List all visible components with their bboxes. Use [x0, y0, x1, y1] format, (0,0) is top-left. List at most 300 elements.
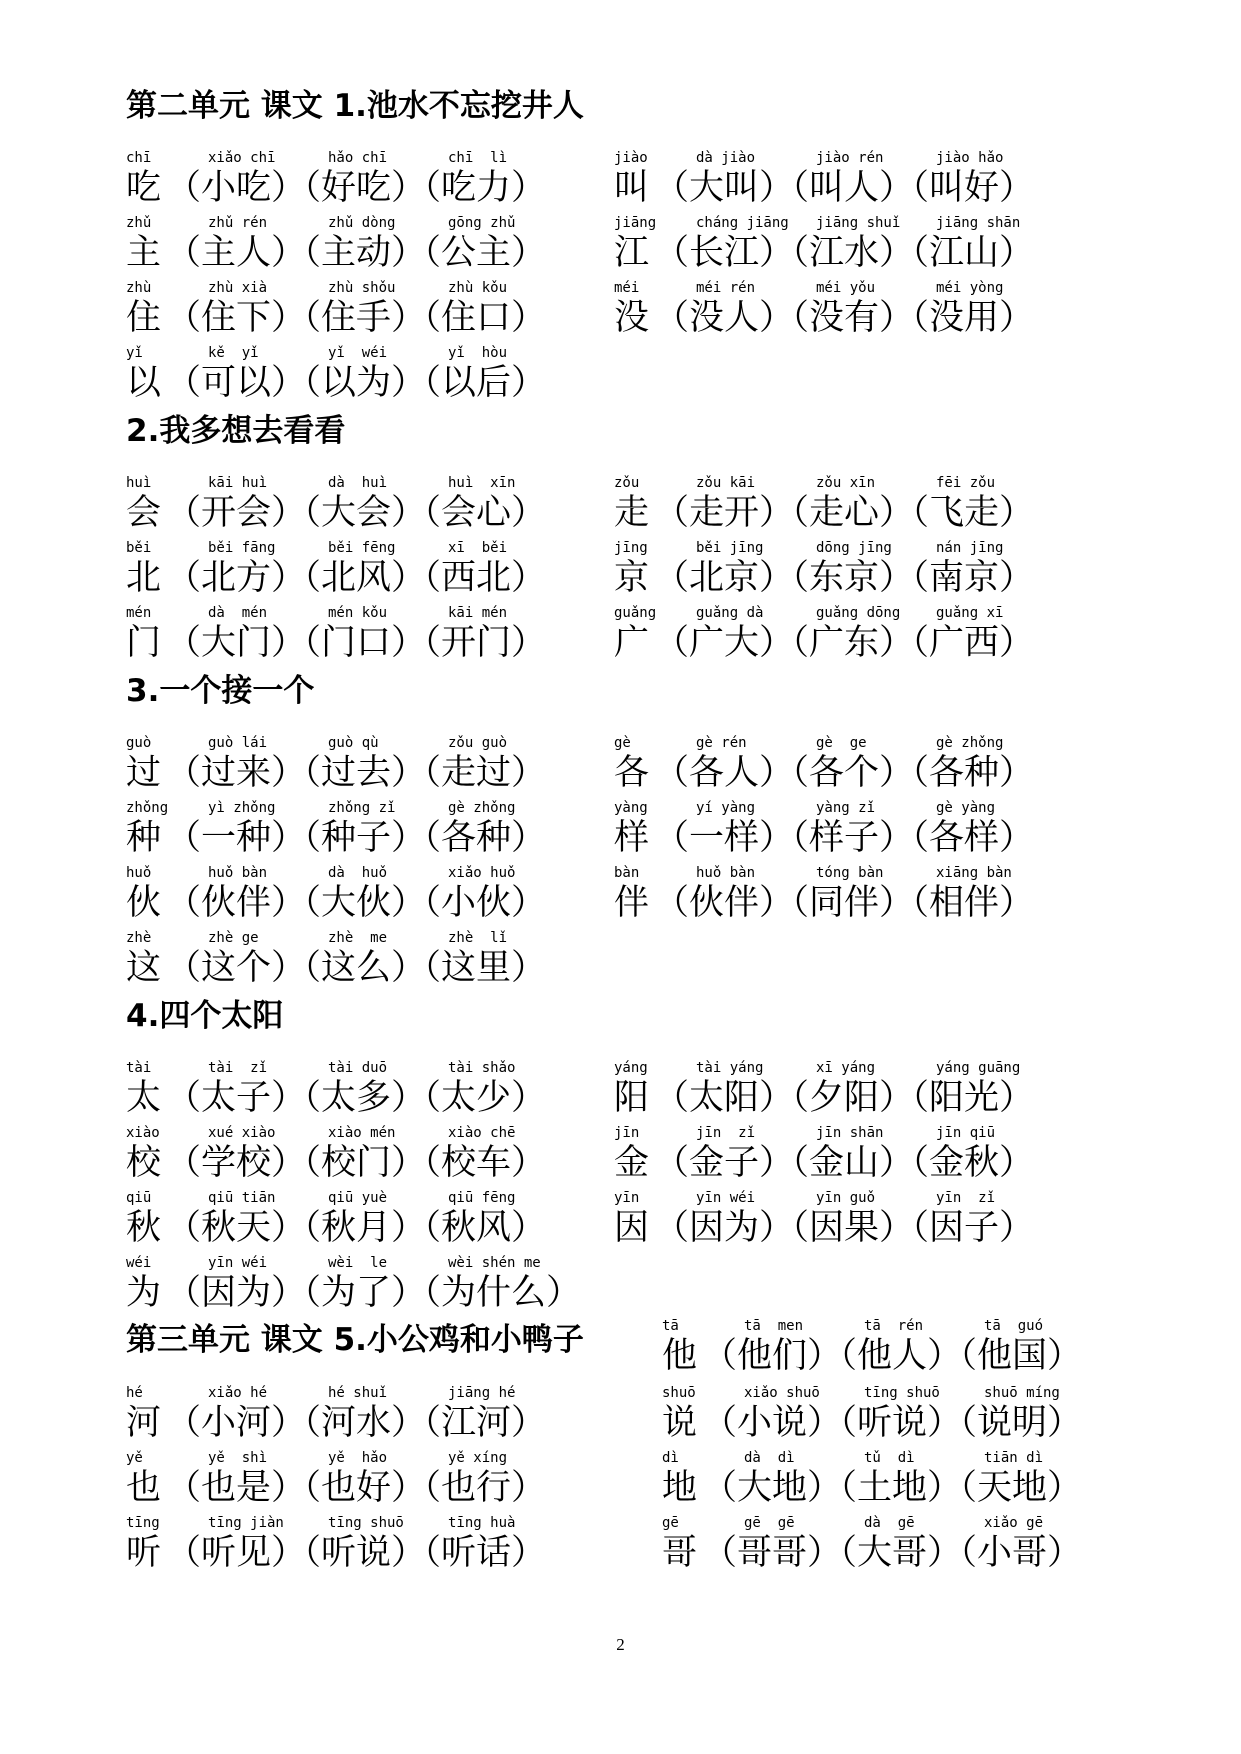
hanzi: （秋月）: [286, 1208, 427, 1248]
hanzi: （各种）: [406, 818, 547, 858]
pinyin: xué xiào: [208, 1125, 276, 1141]
hanzi: （伙伴）: [166, 883, 307, 923]
pinyin: tā rén: [864, 1318, 924, 1334]
pinyin: dà huǒ: [328, 865, 388, 881]
hanzi: 他: [662, 1336, 698, 1376]
vocab-row: [614, 735, 1114, 803]
vocab-row: [614, 150, 1114, 218]
vocab-row: [126, 475, 626, 543]
pinyin: tā guó: [984, 1318, 1044, 1334]
hanzi: （叫人）: [774, 168, 915, 208]
pinyin: tīng huà: [448, 1515, 516, 1531]
hanzi: （各个）: [774, 753, 915, 793]
hanzi: 吃: [126, 168, 162, 208]
hanzi: （秋风）: [406, 1208, 547, 1248]
hanzi: （小吃）: [166, 168, 307, 208]
hanzi: （大地）: [702, 1468, 843, 1508]
pinyin: xī yáng: [816, 1060, 876, 1076]
pinyin: xiāng bàn: [936, 865, 1012, 881]
pinyin: cháng jiāng: [696, 215, 789, 231]
hanzi: （伙伴）: [654, 883, 795, 923]
hanzi: （一种）: [166, 818, 307, 858]
vocab-row: [614, 605, 1114, 673]
pinyin: dà gē: [864, 1515, 915, 1531]
vocab-row: [126, 1385, 626, 1453]
hanzi: （听说）: [822, 1403, 963, 1443]
vocab-row: [614, 540, 1114, 608]
pinyin: dà dì: [744, 1450, 795, 1466]
pinyin: tīng shuō: [328, 1515, 404, 1531]
pinyin: jiāng: [614, 215, 657, 231]
hanzi: （大叫）: [654, 168, 795, 208]
pinyin: tā men: [744, 1318, 804, 1334]
pinyin: shuō: [662, 1385, 696, 1401]
pinyin: kāi mén: [448, 605, 508, 621]
hanzi: （种子）: [286, 818, 427, 858]
hanzi: （他人）: [822, 1336, 963, 1376]
pinyin: zhè lǐ: [448, 930, 508, 946]
pinyin: guò lái: [208, 735, 268, 751]
hanzi: 门: [126, 623, 162, 663]
pinyin: tǔ dì: [864, 1450, 915, 1466]
pinyin: xī běi: [448, 540, 508, 556]
vocab-row: [126, 1255, 626, 1323]
pinyin: xiǎo huǒ: [448, 865, 516, 881]
hanzi: （大门）: [166, 623, 307, 663]
hanzi: （以为）: [286, 363, 427, 403]
pinyin: gē: [662, 1515, 679, 1531]
pinyin: zhù xià: [208, 280, 268, 296]
hanzi: （南京）: [894, 558, 1035, 598]
hanzi: （为了）: [286, 1273, 427, 1313]
hanzi: （没人）: [654, 298, 795, 338]
hanzi: （住手）: [286, 298, 427, 338]
pinyin: wèi shén me: [448, 1255, 541, 1271]
vocab-row: [126, 1125, 626, 1193]
hanzi: （说明）: [942, 1403, 1083, 1443]
hanzi: （长江）: [654, 233, 795, 273]
hanzi: （北京）: [654, 558, 795, 598]
hanzi: （为什么）: [406, 1273, 582, 1313]
vocab-row: [662, 1450, 1162, 1518]
hanzi: 太: [126, 1078, 162, 1118]
pinyin: běi jīng: [696, 540, 764, 556]
hanzi: 广: [614, 623, 650, 663]
hanzi: （听见）: [166, 1533, 307, 1573]
vocab-row: [614, 1190, 1114, 1258]
vocab-row: [662, 1318, 1162, 1386]
pinyin: gè zhǒng: [448, 800, 516, 816]
hanzi: 走: [614, 493, 650, 533]
hanzi: 说: [662, 1403, 698, 1443]
hanzi: 北: [126, 558, 162, 598]
hanzi: （没有）: [774, 298, 915, 338]
hanzi: 听: [126, 1533, 162, 1573]
hanzi: （因为）: [166, 1273, 307, 1313]
pinyin: jīn: [614, 1125, 640, 1141]
hanzi: 伙: [126, 883, 162, 923]
pinyin: yīn guǒ: [816, 1190, 876, 1206]
hanzi: 也: [126, 1468, 162, 1508]
hanzi: （各人）: [654, 753, 795, 793]
pinyin: dōng jīng: [816, 540, 892, 556]
pinyin: běi fēng: [328, 540, 396, 556]
pinyin: zhù kǒu: [448, 280, 508, 296]
hanzi: 住: [126, 298, 162, 338]
hanzi: （江河）: [406, 1403, 547, 1443]
vocab-row: [126, 280, 626, 348]
hanzi: 京: [614, 558, 650, 598]
hanzi: （开门）: [406, 623, 547, 663]
pinyin: chī: [126, 150, 152, 166]
hanzi: （相伴）: [894, 883, 1035, 923]
pinyin: qiū: [126, 1190, 152, 1206]
pinyin: yě: [126, 1450, 143, 1466]
pinyin: qiū fēng: [448, 1190, 516, 1206]
pinyin: jīn shān: [816, 1125, 884, 1141]
vocab-row: [614, 1060, 1114, 1128]
pinyin: nán jīng: [936, 540, 1004, 556]
hanzi: （北风）: [286, 558, 427, 598]
hanzi: （大伙）: [286, 883, 427, 923]
pinyin: jiāng shān: [936, 215, 1021, 231]
hanzi: （河水）: [286, 1403, 427, 1443]
hanzi: （同伴）: [774, 883, 915, 923]
hanzi: （校车）: [406, 1143, 547, 1183]
vocab-row: [614, 1125, 1114, 1193]
hanzi: （过去）: [286, 753, 427, 793]
hanzi: 秋: [126, 1208, 162, 1248]
hanzi: （可以）: [166, 363, 307, 403]
pinyin: guǎng xī: [936, 605, 1004, 621]
hanzi: 江: [614, 233, 650, 273]
pinyin: mén: [126, 605, 152, 621]
hanzi: 校: [126, 1143, 162, 1183]
hanzi: （学校）: [166, 1143, 307, 1183]
pinyin: yǐ hòu: [448, 345, 508, 361]
pinyin: gē gē: [744, 1515, 795, 1531]
hanzi: （北方）: [166, 558, 307, 598]
vocab-row: [126, 540, 626, 608]
vocab-row: [126, 150, 626, 218]
hanzi: （好吃）: [286, 168, 427, 208]
hanzi: 河: [126, 1403, 162, 1443]
pinyin: jiào hǎo: [936, 150, 1004, 166]
pinyin: yīn zǐ: [936, 1190, 996, 1206]
hanzi: （小哥）: [942, 1533, 1083, 1573]
section-title: 2.我多想去看看: [126, 413, 346, 449]
vocab-row: [126, 1450, 626, 1518]
pinyin: hé: [126, 1385, 143, 1401]
pinyin: zhǔ dòng: [328, 215, 396, 231]
pinyin: dà huì: [328, 475, 388, 491]
hanzi: （西北）: [406, 558, 547, 598]
hanzi: 因: [614, 1208, 650, 1248]
pinyin: tā: [662, 1318, 679, 1334]
pinyin: yàng zǐ: [816, 800, 876, 816]
pinyin: fēi zǒu: [936, 475, 996, 491]
pinyin: zhù shǒu: [328, 280, 396, 296]
pinyin: yīn wéi: [208, 1255, 268, 1271]
hanzi: （走过）: [406, 753, 547, 793]
pinyin: yīn: [614, 1190, 640, 1206]
hanzi: （他国）: [942, 1336, 1083, 1376]
hanzi: （哥哥）: [702, 1533, 843, 1573]
section-title: 3.一个接一个: [126, 673, 315, 709]
pinyin: xiǎo shuō: [744, 1385, 820, 1401]
hanzi: （因果）: [774, 1208, 915, 1248]
pinyin: tài yáng: [696, 1060, 764, 1076]
pinyin: guò: [126, 735, 152, 751]
pinyin: yǐ wéi: [328, 345, 388, 361]
hanzi: （太多）: [286, 1078, 427, 1118]
section-title: 4.四个太阳: [126, 998, 284, 1034]
hanzi: （大哥）: [822, 1533, 963, 1573]
vocab-row: [614, 800, 1114, 868]
hanzi: （也是）: [166, 1468, 307, 1508]
hanzi: （太阳）: [654, 1078, 795, 1118]
pinyin: jīn zǐ: [696, 1125, 756, 1141]
pinyin: tiān dì: [984, 1450, 1044, 1466]
hanzi: （因子）: [894, 1208, 1035, 1248]
section-title: 第二单元 课文 1.池水不忘挖井人: [126, 88, 584, 124]
pinyin: hé shuǐ: [328, 1385, 388, 1401]
hanzi: （叫好）: [894, 168, 1035, 208]
pinyin: jiāng shuǐ: [816, 215, 901, 231]
pinyin: hǎo chī: [328, 150, 388, 166]
pinyin: yě xíng: [448, 1450, 508, 1466]
hanzi: （以后）: [406, 363, 547, 403]
pinyin: zǒu: [614, 475, 640, 491]
pinyin: qiū tiān: [208, 1190, 276, 1206]
hanzi: （门口）: [286, 623, 427, 663]
hanzi: （金山）: [774, 1143, 915, 1183]
pinyin: zhǔ rén: [208, 215, 268, 231]
hanzi: （没用）: [894, 298, 1035, 338]
vocab-row: [126, 735, 626, 803]
hanzi: （主动）: [286, 233, 427, 273]
pinyin: guǎng dōng: [816, 605, 901, 621]
pinyin: dà mén: [208, 605, 268, 621]
pinyin: xiào mén: [328, 1125, 396, 1141]
pinyin: gè ge: [816, 735, 867, 751]
pinyin: méi rén: [696, 280, 756, 296]
vocab-row: [126, 865, 626, 933]
hanzi: （夕阳）: [774, 1078, 915, 1118]
hanzi: （这个）: [166, 948, 307, 988]
pinyin: tài: [126, 1060, 152, 1076]
hanzi: （金秋）: [894, 1143, 1035, 1183]
pinyin: bàn: [614, 865, 640, 881]
hanzi: （各样）: [894, 818, 1035, 858]
hanzi: （东京）: [774, 558, 915, 598]
vocab-row: [126, 800, 626, 868]
pinyin: guǎng: [614, 605, 657, 621]
pinyin: xiào chē: [448, 1125, 516, 1141]
hanzi: 金: [614, 1143, 650, 1183]
pinyin: jiào: [614, 150, 648, 166]
vocab-row: [126, 930, 626, 998]
page-number: 2: [616, 1635, 625, 1654]
hanzi: （广大）: [654, 623, 795, 663]
pinyin: xiǎo chī: [208, 150, 276, 166]
pinyin: gōng zhǔ: [448, 215, 516, 231]
pinyin: tóng bàn: [816, 865, 884, 881]
pinyin: zhù: [126, 280, 152, 296]
hanzi: 这: [126, 948, 162, 988]
pinyin: wèi le: [328, 1255, 388, 1271]
section-title: 第三单元 课文 5.小公鸡和小鸭子: [126, 1322, 584, 1358]
hanzi: 会: [126, 493, 162, 533]
pinyin: zhè: [126, 930, 152, 946]
pinyin: zhǔ: [126, 215, 152, 231]
hanzi: 阳: [614, 1078, 650, 1118]
pinyin: guǎng dà: [696, 605, 764, 621]
hanzi: 主: [126, 233, 162, 273]
vocab-row: [126, 215, 626, 283]
hanzi: （会心）: [406, 493, 547, 533]
hanzi: （秋天）: [166, 1208, 307, 1248]
pinyin: jiāng hé: [448, 1385, 516, 1401]
pinyin: huǒ bàn: [208, 865, 268, 881]
pinyin: yì zhǒng: [208, 800, 276, 816]
vocab-row: [662, 1385, 1162, 1453]
hanzi: （公主）: [406, 233, 547, 273]
pinyin: huǒ bàn: [696, 865, 756, 881]
hanzi: （广东）: [774, 623, 915, 663]
hanzi: （走开）: [654, 493, 795, 533]
pinyin: huǒ: [126, 865, 152, 881]
hanzi: （小说）: [702, 1403, 843, 1443]
hanzi: （阳光）: [894, 1078, 1035, 1118]
hanzi: 没: [614, 298, 650, 338]
vocab-row: [126, 345, 626, 413]
hanzi: 伴: [614, 883, 650, 923]
vocab-row: [662, 1515, 1162, 1583]
pinyin: wéi: [126, 1255, 152, 1271]
vocab-row: [126, 605, 626, 673]
pinyin: tīng jiàn: [208, 1515, 284, 1531]
pinyin: yě shì: [208, 1450, 268, 1466]
pinyin: zǒu kāi: [696, 475, 756, 491]
hanzi: （飞走）: [894, 493, 1035, 533]
hanzi: （听说）: [286, 1533, 427, 1573]
hanzi: 种: [126, 818, 162, 858]
hanzi: （广西）: [894, 623, 1035, 663]
pinyin: huì: [126, 475, 152, 491]
hanzi: 叫: [614, 168, 650, 208]
hanzi: 样: [614, 818, 650, 858]
hanzi: （小伙）: [406, 883, 547, 923]
vocab-row: [614, 280, 1114, 348]
hanzi: （校门）: [286, 1143, 427, 1183]
hanzi: （听话）: [406, 1533, 547, 1573]
vocab-row: [614, 475, 1114, 543]
pinyin: yáng guāng: [936, 1060, 1021, 1076]
pinyin: xiào: [126, 1125, 160, 1141]
hanzi: （住下）: [166, 298, 307, 338]
hanzi: （大会）: [286, 493, 427, 533]
pinyin: yàng: [614, 800, 648, 816]
pinyin: chī lì: [448, 150, 508, 166]
hanzi: （住口）: [406, 298, 547, 338]
pinyin: tài zǐ: [208, 1060, 268, 1076]
pinyin: kāi huì: [208, 475, 268, 491]
hanzi: （一样）: [654, 818, 795, 858]
hanzi: （因为）: [654, 1208, 795, 1248]
pinyin: yí yàng: [696, 800, 756, 816]
pinyin: tīng: [126, 1515, 160, 1531]
pinyin: zhǒng zǐ: [328, 800, 396, 816]
pinyin: tài shǎo: [448, 1060, 516, 1076]
pinyin: méi: [614, 280, 640, 296]
pinyin: dì: [662, 1450, 679, 1466]
pinyin: guò qù: [328, 735, 379, 751]
pinyin: yīn wéi: [696, 1190, 756, 1206]
hanzi: （太少）: [406, 1078, 547, 1118]
pinyin: zhè ge: [208, 930, 259, 946]
pinyin: xiǎo gē: [984, 1515, 1044, 1531]
hanzi: 为: [126, 1273, 162, 1313]
hanzi: （样子）: [774, 818, 915, 858]
hanzi: 各: [614, 753, 650, 793]
pinyin: zhè me: [328, 930, 388, 946]
pinyin: běi fāng: [208, 540, 276, 556]
hanzi: （也行）: [406, 1468, 547, 1508]
pinyin: shuō míng: [984, 1385, 1060, 1401]
pinyin: běi: [126, 540, 152, 556]
hanzi: （主人）: [166, 233, 307, 273]
pinyin: méi yòng: [936, 280, 1004, 296]
pinyin: gè: [614, 735, 631, 751]
hanzi: （江水）: [774, 233, 915, 273]
pinyin: mén kǒu: [328, 605, 388, 621]
pinyin: dà jiào: [696, 150, 756, 166]
pinyin: gè zhǒng: [936, 735, 1004, 751]
hanzi: （土地）: [822, 1468, 963, 1508]
hanzi: 地: [662, 1468, 698, 1508]
pinyin: gè yàng: [936, 800, 996, 816]
pinyin: jiào rén: [816, 150, 884, 166]
hanzi: （这么）: [286, 948, 427, 988]
pinyin: gè rén: [696, 735, 747, 751]
hanzi: 以: [126, 363, 162, 403]
pinyin: jīng: [614, 540, 648, 556]
pinyin: huì xīn: [448, 475, 516, 491]
pinyin: tài duō: [328, 1060, 388, 1076]
hanzi: （过来）: [166, 753, 307, 793]
pinyin: zhǒng: [126, 800, 169, 816]
hanzi: （吃力）: [406, 168, 547, 208]
hanzi: （这里）: [406, 948, 547, 988]
vocab-row: [126, 1190, 626, 1258]
pinyin: jīn qiū: [936, 1125, 996, 1141]
pinyin: qiū yuè: [328, 1190, 388, 1206]
hanzi: （走心）: [774, 493, 915, 533]
hanzi: 哥: [662, 1533, 698, 1573]
hanzi: （天地）: [942, 1468, 1083, 1508]
pinyin: kě yǐ: [208, 345, 259, 361]
pinyin: yě hǎo: [328, 1450, 388, 1466]
hanzi: （各种）: [894, 753, 1035, 793]
hanzi: （金子）: [654, 1143, 795, 1183]
vocab-row: [614, 865, 1114, 933]
hanzi: （开会）: [166, 493, 307, 533]
hanzi: 过: [126, 753, 162, 793]
vocab-row: [126, 1515, 626, 1583]
pinyin: yáng: [614, 1060, 648, 1076]
pinyin: xiǎo hé: [208, 1385, 268, 1401]
